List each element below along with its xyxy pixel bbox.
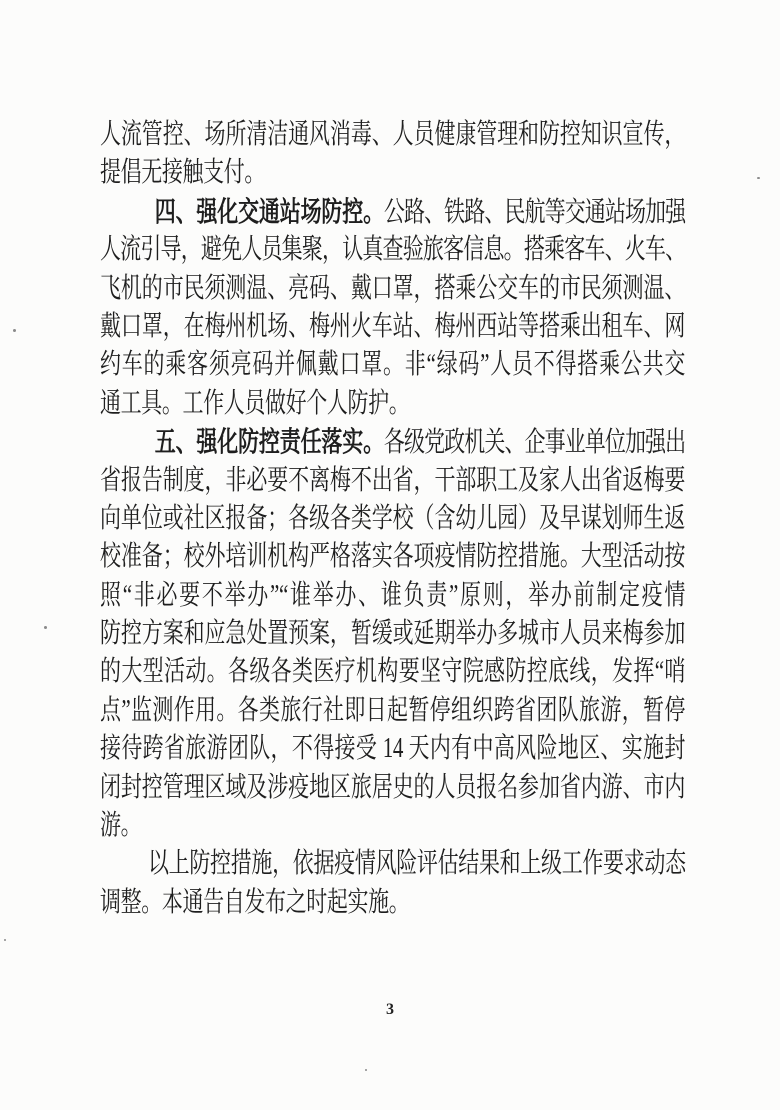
line-text: 接待跨省旅游团队，不得接受 14 天内有中高风险地区、实施封 [100, 733, 685, 765]
paragraph-last-line [100, 807, 685, 845]
line-text: 省报告制度，非必要不离梅不出省，干部职工及家人出省返梅要 [100, 464, 685, 496]
text-line [100, 730, 685, 768]
section-4-first-line [100, 193, 685, 231]
scan-speck [4, 939, 6, 941]
line-text: 飞机的市民须测温、亮码、戴口罩，搭乘公交车的市民须测温、 [100, 272, 685, 304]
line-text: 人流管控、场所清洁通风消毒、人员健康管理和防控知识宣传， [100, 119, 685, 150]
line-text: 游。 [100, 810, 142, 842]
text-line [100, 769, 685, 807]
section-5-first-line [100, 423, 685, 461]
scan-speck [44, 626, 47, 629]
text-line [100, 538, 685, 576]
section-4-heading: 四、强化交通站场防控。 [154, 195, 384, 227]
line-text: 的大型活动。各级各类医疗机构要坚守院感防控底线，发挥“哨 [100, 656, 685, 688]
paragraph-last-line [100, 154, 685, 192]
text-line [100, 462, 685, 500]
text-line [100, 231, 685, 269]
text-line [100, 653, 685, 691]
scan-speck [365, 1069, 367, 1071]
text-line [100, 500, 685, 538]
line-text: 人流引导，避免人员集聚，认真查验旅客信息。搭乘客车、火车、 [100, 234, 685, 266]
scan-speck [757, 177, 760, 179]
text-line [100, 615, 685, 653]
line-text: 以上防控措施，依据疫情风险评估结果和上级工作要求动态 [148, 848, 685, 880]
section-5-heading: 五、强化防控责任落实。 [154, 426, 384, 458]
line-text: 闭封控管理区域及涉疫地区旅居史的人员报名参加省内游、市内 [100, 771, 685, 803]
scan-speck [13, 329, 16, 332]
line-text: 约车的乘客须亮码并佩戴口罩。非“绿码”人员不得搭乘公共交 [100, 349, 685, 381]
line-text: 调整。本通告自发布之时起实施。 [100, 886, 410, 918]
line-text: 通工具。工作人员做好个人防护。 [100, 387, 410, 419]
document-body [100, 116, 780, 922]
line-text: 校准备；校外培训机构严格落实各项疫情防控措施。大型活动按 [100, 541, 685, 573]
paragraph-last-line [100, 385, 685, 423]
line-text: 戴口罩，在梅州机场、梅州火车站、梅州西站等搭乘出租车、网 [100, 310, 685, 342]
line-text: 防控方案和应急处置预案，暂缓或延期举办多城市人员来梅参加 [100, 618, 685, 650]
text-line [100, 692, 685, 730]
text-line [100, 346, 685, 384]
line-text: 点”监测作用。各类旅行社即日起暂停组织跨省团队旅游，暂停 [100, 694, 685, 726]
line-text: 向单位或社区报备；各级各类学校（含幼儿园）及早谋划师生返 [100, 502, 685, 534]
line-text: 各级党政机关、企事业单位加强出 [383, 427, 685, 459]
paragraph-last-line [100, 884, 685, 922]
text-line [100, 270, 685, 308]
text-line [100, 577, 685, 615]
text-line [100, 308, 685, 346]
page-number: 3 [386, 1001, 394, 1018]
line-text: 提倡无接触支付。 [100, 157, 266, 189]
text-line [100, 116, 685, 154]
line-text: 公路、铁路、民航等交通站场加强 [383, 196, 685, 228]
closing-paragraph-first-line [100, 845, 685, 883]
line-text: 照“非必要不举办”“谁举办、谁负责”原则，举办前制定疫情 [100, 579, 685, 611]
